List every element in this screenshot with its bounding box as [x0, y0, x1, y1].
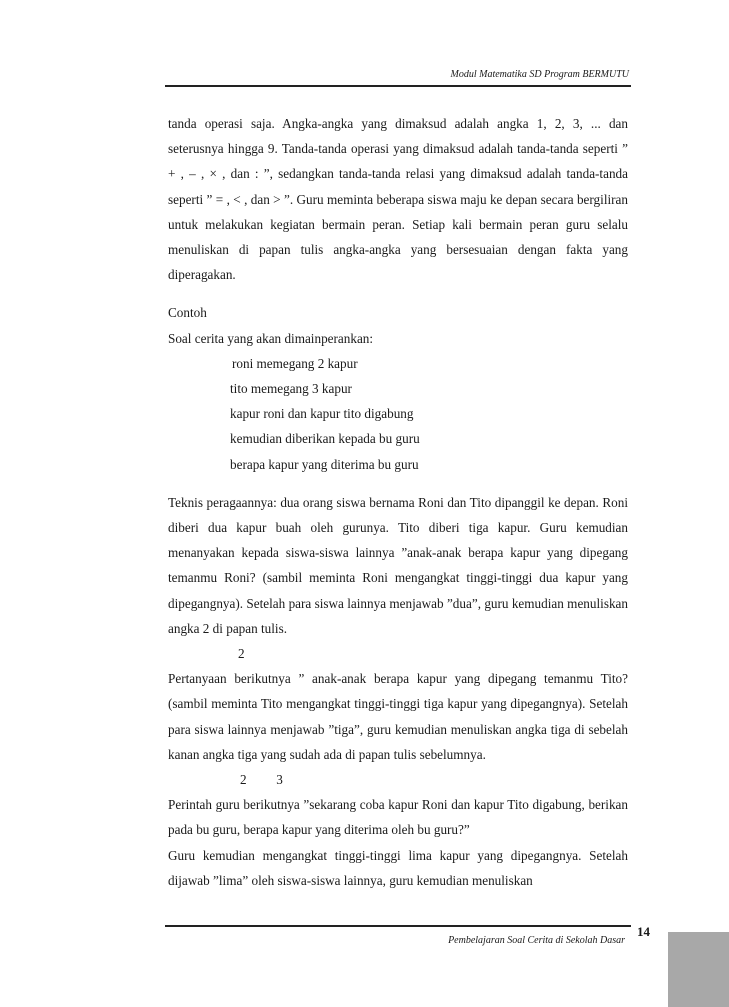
paragraph-conclusion: Guru kemudian mengangkat tinggi-tinggi lima kapur yang dipegangnya. Setelah dijawab ”lima” oleh siswa-siswa lainnya, guru kemudian menuliskan	[168, 847, 628, 888]
page-number: 14	[637, 924, 650, 939]
story-line: tito memegang 3 kapur	[230, 381, 352, 397]
corner-decoration	[668, 932, 729, 1007]
paragraph-next-question: Pertanyaan berikutnya ” anak-anak berapa kapur yang dipegang temanmu Tito? (sambil meminta Tito mengangkat tinggi-tinggi tiga kapur yang dipegangnya). Setelah para siswa lainnya menjawab ”tiga”, guru kemudian menuliskan angka tiga di sebelah kanan angka tiga yang sudah ada di papan tulis sebelumnya.	[168, 671, 628, 762]
footer-divider	[165, 925, 631, 927]
story-line: kemudian diberikan kepada bu guru	[230, 431, 420, 447]
example-heading: Contoh	[168, 305, 207, 321]
header-divider	[165, 85, 631, 87]
paragraph-intro: tanda operasi saja. Angka-angka yang dimaksud adalah angka 1, 2, 3, ... dan seterusnya hingga 9. Tanda-tanda operasi yang dimaksud adalah tanda-tanda seperti ” + , – , × , dan : ”, sedangkan tanda-tanda relasi yang dimaksud adalah tanda-tanda seperti ” = , < , dan > ”. Guru meminta beberapa siswa maju ke depan secara bergiliran untuk melakukan kegiatan bermain peran. Setiap kali bermain peran guru selalu menuliskan di papan tulis angka-angka yang bersesuaian dengan fakta yang diperagakan.	[168, 116, 628, 283]
page-body	[168, 111, 628, 893]
running-header: Modul Matematika SD Program BERMUTU	[450, 69, 629, 80]
story-line: roni memegang 2 kapur	[232, 355, 358, 371]
paragraph-instruction: Perintah guru berikutnya ”sekarang coba kapur Roni dan kapur Tito digabung, berikan pada bu guru, berapa kapur yang diterima oleh bu guru?”	[168, 797, 628, 838]
story-intro: Soal cerita yang akan dimainperankan:	[168, 330, 374, 346]
story-line: kapur roni dan kapur tito digabung	[230, 406, 414, 422]
paragraph-technique: Teknis peragaannya: dua orang siswa bernama Roni dan Tito dipanggil ke depan. Roni diberi dua kapur buah oleh gurunya. Tito diberi tiga kapur. Guru kemudian menanyakan kepada siswa-siswa lainnya ”anak-anak berapa kapur yang dipegang temanmu Roni? (sambil meminta Roni mengangkat tinggi-tinggi dua kapur yang dipegangnya). Setelah para siswa lainnya menjawab ”dua”, guru kemudian menuliskan angka 2 di papan tulis.	[168, 494, 628, 636]
running-footer: Pembelajaran Soal Cerita di Sekolah Dasar	[448, 935, 625, 946]
story-line: berapa kapur yang diterima bu guru	[230, 456, 419, 472]
board-number-2: 2 3	[240, 772, 283, 788]
board-number-1: 2	[238, 646, 245, 662]
